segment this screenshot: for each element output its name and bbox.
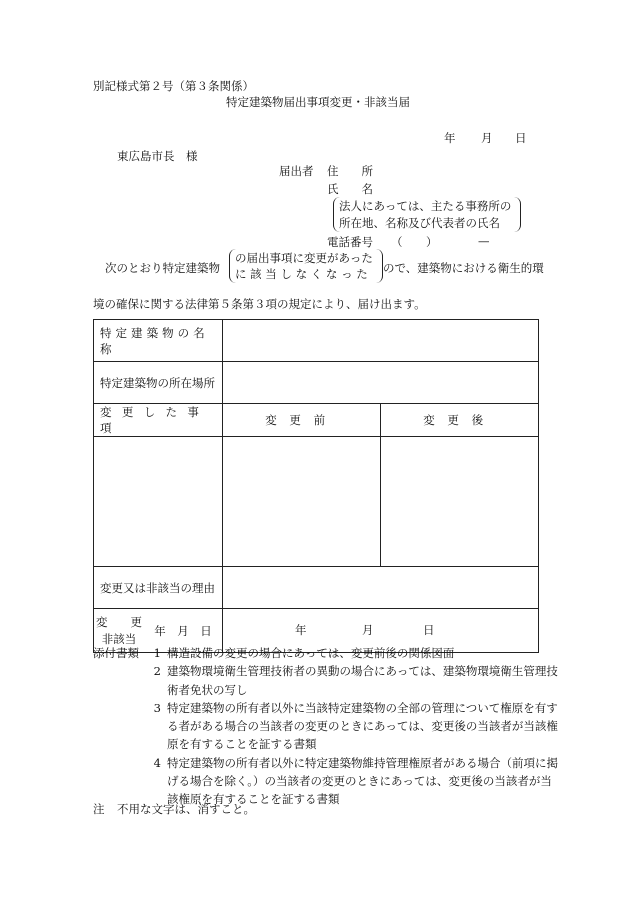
reason-label: 変更又は非該当の理由 xyxy=(94,567,223,609)
change-date-label-change: 変 更 xyxy=(96,614,142,629)
reason-field[interactable] xyxy=(223,567,539,609)
notification-table xyxy=(93,319,539,653)
date-year: 年 xyxy=(444,131,456,145)
corporate-note-line1: 法人にあっては、主たる事務所の xyxy=(339,199,512,213)
attachment-text: 特定建築物の所有者以外に特定建築物維持管理権原者がある場合（前項に掲げる場合を除く。）の当該者の変更のときにあっては、変更後の当該者が当該権原を有することを証する書類 xyxy=(167,755,558,807)
attachment-text: 特定建築物の所有者以外に当該特定建築物の全部の管理について権原を有する者がある場合の当該者の変更のときにあっては、変更後の当該者が当該権原を有することを証する書類 xyxy=(167,700,558,752)
change-date-label-ymd: 年 月 日 xyxy=(154,623,212,638)
attachment-text: 構造設備の変更の場合にあっては、変更前後の関係図面 xyxy=(167,646,455,660)
attachment-number: 2 xyxy=(153,664,161,679)
table-row xyxy=(94,404,539,437)
date-month: 月 xyxy=(481,131,493,145)
address-label: 住 所 xyxy=(327,164,373,178)
date-day: 日 xyxy=(515,131,527,145)
phone-paren-open: （ xyxy=(391,235,403,249)
changed-item-field[interactable] xyxy=(94,437,223,567)
before-change-header: 変更前 xyxy=(223,404,381,437)
document-title: 特定建築物届出事項変更・非該当届 xyxy=(226,95,410,109)
statement-option-not-applicable: に 該 当 し な く な っ た xyxy=(235,267,368,281)
building-name-field[interactable] xyxy=(223,320,539,362)
list-item xyxy=(143,699,563,754)
table-row xyxy=(94,567,539,609)
statement-prefix: 次のとおり特定建築物 xyxy=(105,261,220,275)
addressee: 東広島市長 様 xyxy=(117,149,198,163)
footnote-label: 注 xyxy=(93,802,105,816)
building-name-label: 特定建築物の名称 xyxy=(94,320,223,362)
attachment-text: 建築物環境衛生管理技術者の異動の場合にあっては、建築物環境衛生管理技術者免状の写し xyxy=(167,664,558,697)
before-change-field[interactable] xyxy=(223,437,381,567)
change-date-day: 日 xyxy=(423,623,435,637)
form-number: 別記様式第２号（第３条関係） xyxy=(93,79,254,93)
attachment-number: 4 xyxy=(153,755,161,770)
attachments-label: 添付書類 xyxy=(93,646,139,660)
attachments-list xyxy=(143,644,563,809)
table-row xyxy=(94,320,539,362)
footnote-text: 不用な文字は、消すこと。 xyxy=(117,802,255,816)
attachments-section xyxy=(93,644,563,809)
table-row xyxy=(94,437,539,567)
after-change-field[interactable] xyxy=(381,437,539,567)
attachment-number: 1 xyxy=(153,646,161,660)
corporate-note-line2: 所在地、名称及び代表者の氏名 xyxy=(339,216,500,230)
statement-suffix: ので、建築物における衛生的環 xyxy=(383,261,544,275)
statement-line2: 境の確保に関する法律第５条第３項の規定により、届け出ます。 xyxy=(93,297,426,311)
name-label: 氏 名 xyxy=(327,182,373,196)
phone-label: 電話番号 xyxy=(327,235,373,249)
change-date-year: 年 xyxy=(295,623,307,637)
building-location-label: 特定建築物の所在場所 xyxy=(94,362,223,404)
phone-paren-close: ） xyxy=(426,235,438,249)
list-item xyxy=(143,662,563,699)
attachment-number: 3 xyxy=(153,700,161,715)
applicant-label: 届出者 xyxy=(279,164,314,178)
phone-dash: — xyxy=(478,234,490,248)
changed-item-header: 変更した事項 xyxy=(94,404,223,437)
statement-option-changed: の届出事項に変更があった xyxy=(235,251,373,265)
building-location-field[interactable] xyxy=(223,362,539,404)
list-item xyxy=(143,644,563,662)
after-change-header: 変更後 xyxy=(381,404,539,437)
change-date-month: 月 xyxy=(362,623,374,637)
table-row xyxy=(94,362,539,404)
change-date-label-not-applicable: 非該当 xyxy=(101,631,137,646)
